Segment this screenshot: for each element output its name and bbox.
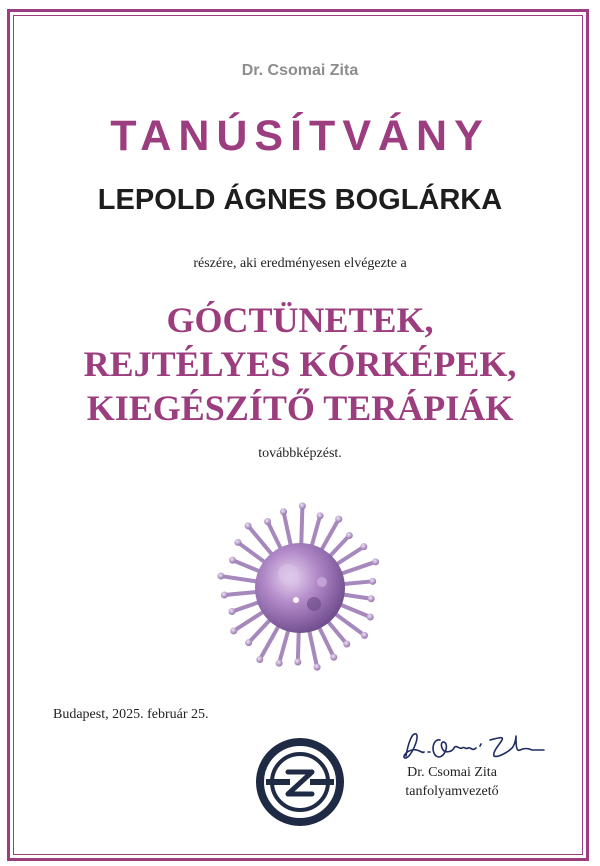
recipient-name: LEPOLD ÁGNES BOGLÁRKA bbox=[97, 184, 503, 216]
intro-text: részére, aki eredményesen elvégezte a bbox=[193, 256, 407, 271]
cz-logo-icon bbox=[254, 736, 346, 828]
course-line-1: GÓCTÜNETEK, bbox=[166, 300, 434, 340]
virus-illustration-icon bbox=[210, 496, 390, 676]
course-line-3: KIEGÉSZÍTŐ TERÁPIÁK bbox=[86, 388, 514, 428]
course-line-2: REJTÉLYES KÓRKÉPEK, bbox=[83, 344, 517, 384]
certificate-title: TANÚSÍTVÁNY bbox=[110, 112, 490, 160]
outro-text: továbbképzést. bbox=[258, 446, 342, 461]
place-date: Budapest, 2025. február 25. bbox=[53, 707, 209, 722]
signature-image bbox=[398, 726, 548, 766]
author-name: Dr. Csomai Zita bbox=[241, 62, 359, 79]
signer-role: tanfolyamvezető bbox=[405, 784, 499, 799]
signer-name: Dr. Csomai Zita bbox=[407, 765, 497, 780]
